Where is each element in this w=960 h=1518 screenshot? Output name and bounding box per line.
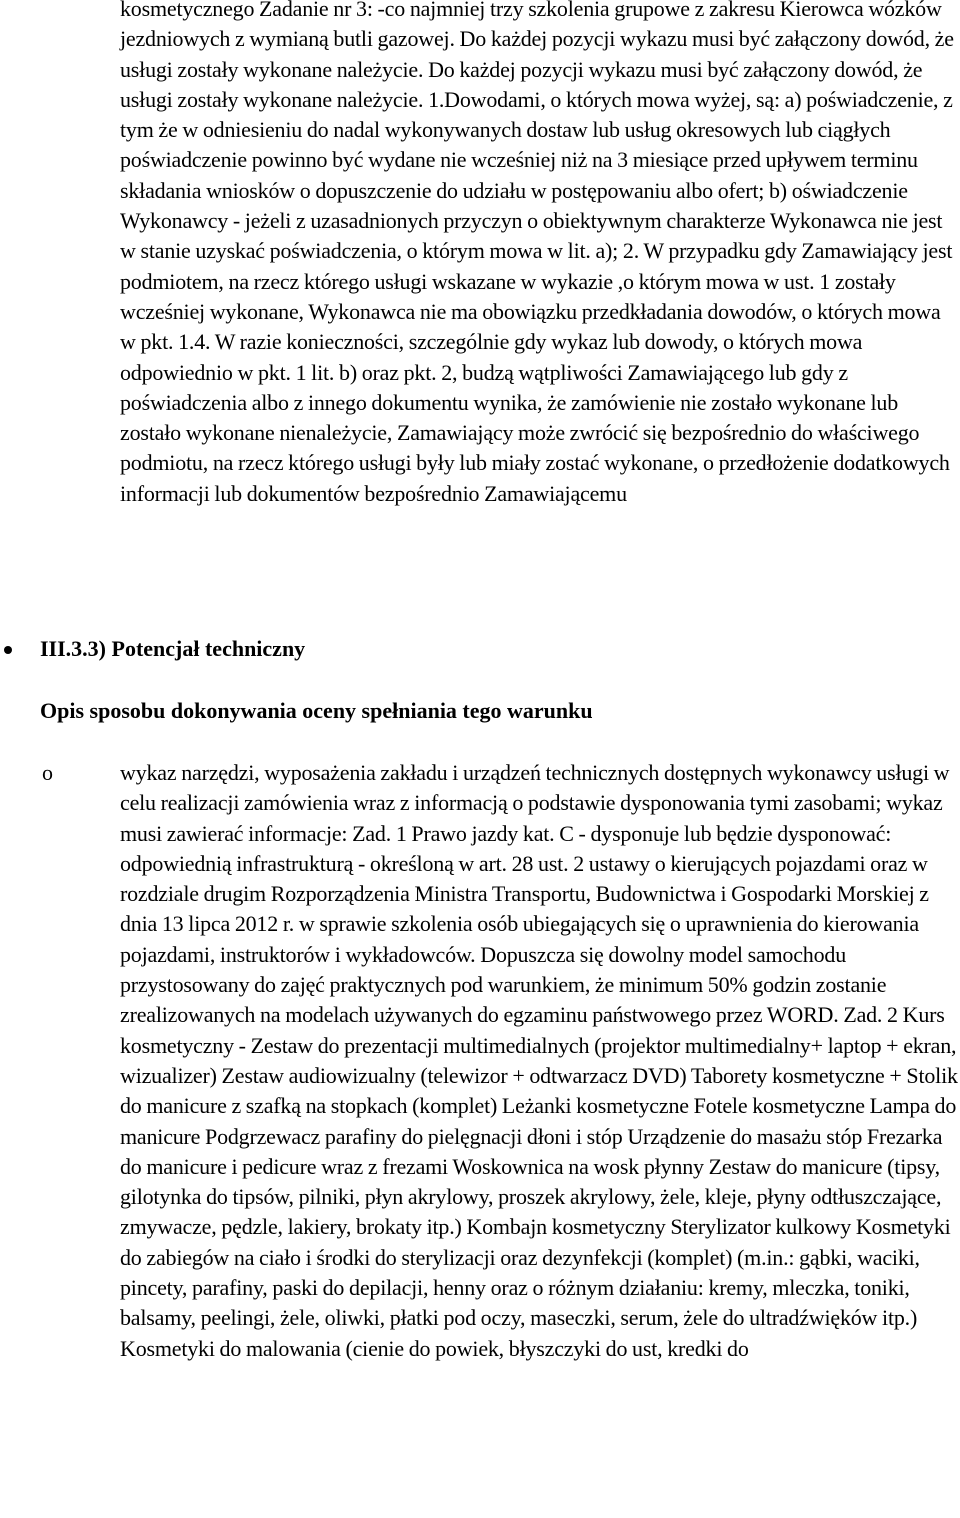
subsection-title: Opis sposobu dokonywania oceny spełniania tego warunku [40, 698, 593, 723]
section-heading: III.3.3) Potencjał techniczny [40, 636, 306, 661]
paragraph-equipment-list: wykaz narzędzi, wyposażenia zakładu i urządzeń technicznych dostępnych wykonawcy usługi w celu realizacji zamówienia wraz z informacją o podstawie dysponowania tymi zasobami; wykaz musi zawierać informacje: Zad. 1 Prawo jazdy kat. C - dysponuje lub będzie dysponować: odpowiednią infrastrukturą - określoną w art. 28 ust. 2 ustawy o kierujących pojazdami oraz w rozdziale drugim Rozporządzenia Ministra Transportu, Budownictwa i Gospodarki Morskiej z dnia 13 lipca 2012 r. w sprawie szkolenia osób ubiegających się o uprawnienia do kierowania pojazdami, instruktorów i wykładowców. Dopuszcza się dowolny model samochodu przystosowany do zajęć praktycznych pod warunkiem, że minimum 50% godzin zostanie zrealizowanych na modelach używanych do egzaminu państwowego przez WORD. Zad. 2 Kurs kosmetyczny - Zestaw do prezentacji multimedialnych (projektor multimedialny+ laptop + ekran, wizualizer) Zestaw audiowizualny (telewizor + odtwarzacz DVD) Taborety kosmetyczne + Stolik do manicure z szafką na stopkach (komplet) Leżanki kosmetyczne Fotele kosmetyczne Lampa do manicure Podgrzewacz parafiny do pielęgnacji dłoni i stóp Urządzenie do masażu stóp Frezarka do manicure i pedicure wraz z frezami Woskownica na wosk płynny Zestaw do manicure (tipsy, gilotynka do tipsów, pilniki, płyn akrylowy, proszek akrylowy, żele, kleje, płyny odtłuszczające, zmywacze, pędzle, lakiery, brokaty itp.) Kombajn kosmetyczny Sterylizator kulkowy Kosmetyki do zabiegów na ciało i środki do sterylizacji oraz dezynfekcji (komplet) (m.in.: gąbki, waciki, pincety, parafiny, paski do depilacji, henny oraz o różnym działaniu: kremy, mleczka, toniki, balsamy, peelingi, żele, oliwki, płatki pod oczy, maseczki, serum, żele do ultradźwięków itp.) Kosmetyki do malowania (cienie do powiek, błyszczyki do ust, kredki do [120, 760, 958, 1361]
bullet-icon [4, 646, 12, 654]
section-heading-row [0, 634, 960, 666]
paragraph-proof-of-services: kosmetycznego Zadanie nr 3: -co najmniej trzy szkolenia grupowe z zakresu Kierowca wózków jezdniowych z wymianą butli gazowej. Do każdej pozycji wykazu musi być załączony dowód, że usługi zostały wykonane należycie. Do każdej pozycji wykazu musi być załączony dowód, że usługi zostały wykonane należycie. 1.Dowodami, o których mowa wyżej, są: a) poświadczenie, z tym że w odniesieniu do nadal wykonywanych dostaw lub usług okresowych lub ciągłych poświadczenie powinno być wydane nie wcześniej niż na 3 miesiące przed upływem terminu składania wniosków o dopuszczenie do udziału w postępowaniu albo ofert; b) oświadczenie Wykonawcy - jeżeli z uzasadnionych przyczyn o obiektywnym charakterze Wykonawca nie jest w stanie uzyskać poświadczenia, o którym mowa w lit. a); 2. W przypadku gdy Zamawiający jest podmiotem, na rzecz którego usługi wskazane w wykazie ,o którym mowa w ust. 1 zostały wcześniej wykonane, Wykonawca nie ma obowiązku przedkładania dowodów, o których mowa w pkt. 1.4. W razie konieczności, szczególnie gdy wykaz lub dowody, o których mowa odpowiednio w pkt. 1 lit. b) oraz pkt. 2, budzą wątpliwości Zamawiającego lub gdy z poświadczenia albo z innego dokumentu wynika, że zamówienie nie zostało wykonane lub zostało wykonane nienależycie, Zamawiający może zwrócić się bezpośrednio do właściwego podmiotu, na rzecz którego usługi były lub miały zostać wykonane, o przedłożenie dodatkowych informacji lub dokumentów bezpośrednio Zamawiającemu [120, 0, 954, 506]
list-marker: o [42, 760, 53, 785]
